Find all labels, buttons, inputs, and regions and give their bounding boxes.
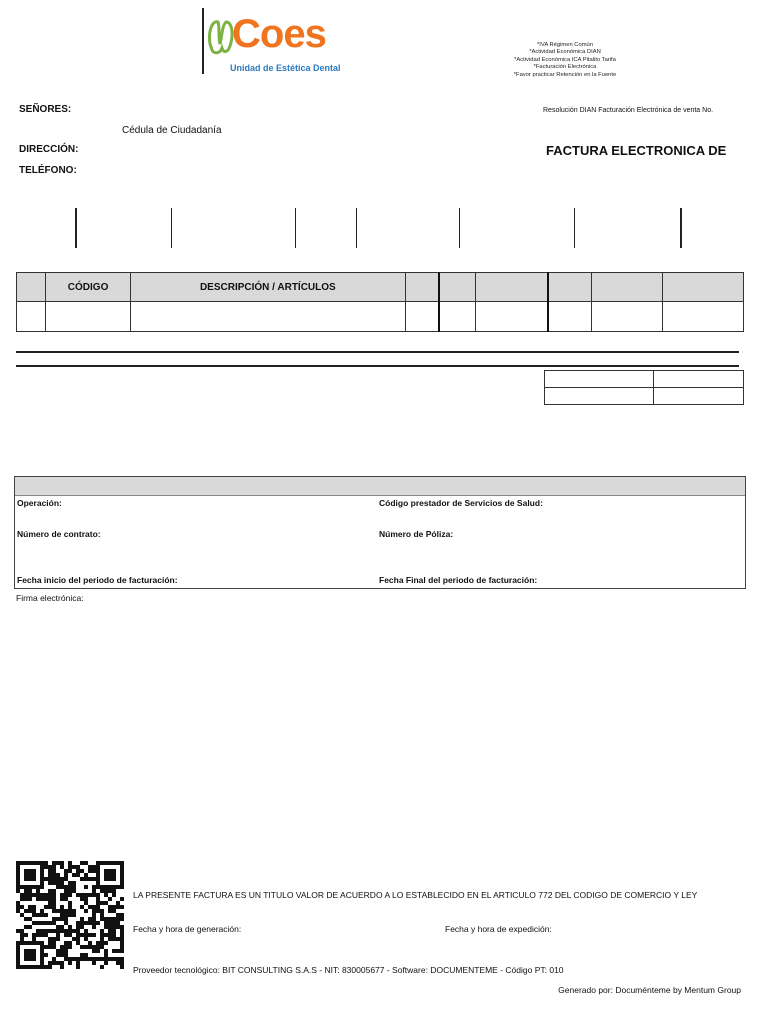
table-cell [439,302,475,332]
col-header [591,273,662,302]
document-title: FACTURA ELECTRONICA DE [546,143,727,158]
separator [680,208,682,248]
logo-subtitle: Unidad de Estética Dental [230,63,341,73]
qr-code [16,860,124,970]
table-cell [131,302,405,332]
tax-info-line: *Facturación Electrónica [533,64,597,71]
totals-table [544,370,744,405]
col-header-descripcion: DESCRIPCIÓN / ARTÍCULOS [131,273,405,302]
fecha-expedicion-label: Fecha y hora de expedición: [445,924,552,934]
col-header-codigo: CÓDIGO [46,273,131,302]
separator [75,208,77,248]
table-cell [662,302,743,332]
separator [459,208,460,248]
table-cell [475,302,548,332]
table-cell [405,302,439,332]
tax-info-line: *IVA Régimen Común [537,42,593,48]
table-cell [591,302,662,332]
firma-label: Firma electrónica: [16,593,84,603]
health-info-box [14,476,746,589]
legal-text: LA PRESENTE FACTURA ES UN TITULO VALOR DE ACUERDO A LO ESTABLECIDO EN EL ARTICULO 772 DEL CODIGO DE COMERCIO Y LEY [133,890,698,900]
logo-divider [202,8,204,74]
tax-info [490,42,640,79]
cedula-label: Cédula de Ciudadanía [122,125,222,136]
table-row [545,371,744,388]
items-header-row [17,273,744,302]
resolucion-text: Resolución DIAN Facturación Electrónica de venta No. [543,107,714,114]
col-header [405,273,439,302]
info-box-header [15,477,745,496]
horizontal-rule [16,365,739,367]
table-cell [548,302,591,332]
table-cell [46,302,131,332]
col-header [17,273,46,302]
fecha-final-label: Fecha Final del periodo de facturación: [379,575,538,585]
separator [356,208,357,248]
generado-por-text: Generado por: Documénteme by Mentum Group [558,985,741,995]
telefono-label: TELÉFONO: [19,165,77,176]
separator [171,208,172,248]
numero-poliza-label: Número de Póliza: [379,529,454,539]
senores-label: SEÑORES: [19,104,72,115]
logo-wordmark: Coes [232,12,326,56]
proveedor-text: Proveedor tecnológico: BIT CONSULTING S.A.S - NIT: 830005677 - Software: DOCUMENTEME - Código PT: 010 [133,965,564,975]
table-cell [654,388,744,405]
col-header [475,273,548,302]
operacion-label: Operación: [17,498,62,508]
separator [295,208,296,248]
items-table [16,272,744,332]
col-header [548,273,591,302]
table-cell [17,302,46,332]
fecha-inicio-label: Fecha inicio del periodo de facturación: [17,575,178,585]
table-row [545,388,744,405]
table-cell [545,388,654,405]
separator [574,208,575,248]
tax-info-line: *Actividad Económica DIAN [529,49,601,56]
table-row [17,302,744,332]
col-header [662,273,743,302]
table-cell [654,371,744,388]
numero-contrato-label: Número de contrato: [17,529,101,539]
tax-info-line: *Favor practicar Retención en la Fuente [513,71,617,78]
col-header [439,273,475,302]
direccion-label: DIRECCIÓN: [19,144,79,155]
horizontal-rule [16,351,739,353]
codigo-prestador-label: Código prestador de Servicios de Salud: [379,498,543,508]
fecha-generacion-label: Fecha y hora de generación: [133,924,242,934]
tax-info-line: *Actividad Económica ICA Pitalito Tarifa [514,56,616,63]
table-cell [545,371,654,388]
